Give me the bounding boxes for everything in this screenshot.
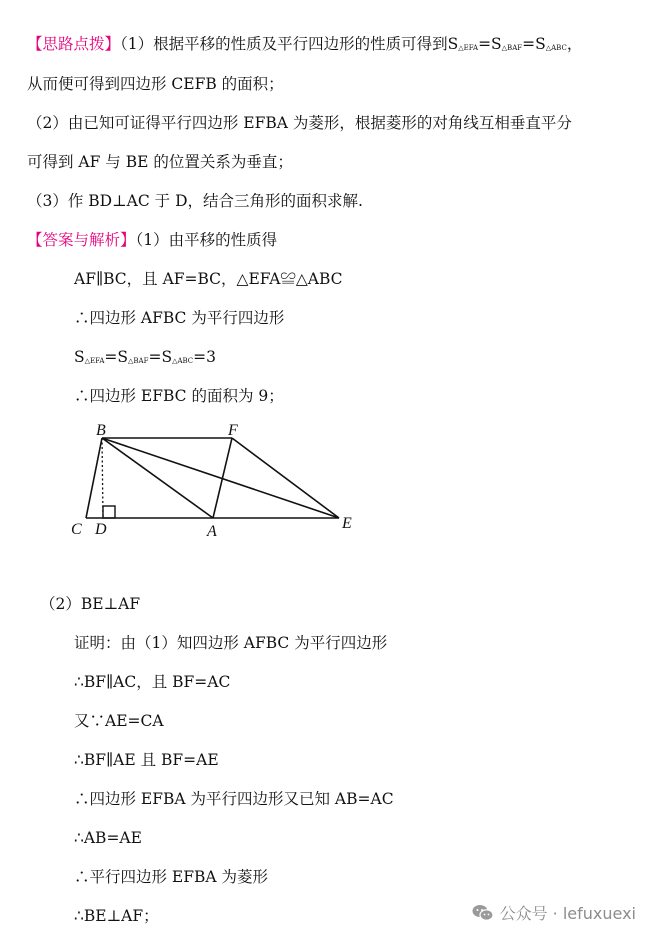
answer-l3: S△EFA=S△BAF=S△ABC=3 (74, 348, 217, 366)
hint-p3: （3）作 BD⊥AC 于 D，结合三角形的面积求解. (27, 192, 363, 210)
label-c: C (71, 521, 82, 538)
hint-p1-text: （1）根据平移的性质及平行四边形的性质可得到 (120, 35, 448, 53)
part2-head: （2）BE⊥AF (40, 595, 141, 613)
right-angle-mark (103, 506, 115, 518)
hint-p2-line-1: （2）由已知可证得平行四边形 EFBA 为菱形，根据菱形的对角线互相垂直平分 (27, 114, 572, 132)
wechat-icon (472, 904, 494, 922)
part2-line: ∴AB=AE (74, 829, 142, 847)
hint-p1-continuation: 从而便可得到四边形 CEFB 的面积； (27, 75, 284, 93)
answer-intro: （1）由平移的性质得 (135, 231, 278, 249)
part2-line: 又∵AE=CA (74, 712, 164, 730)
hint-line-1 (27, 33, 582, 59)
segment-bc (86, 438, 102, 518)
segment-fe (232, 438, 339, 518)
answer-l2: ∴四边形 AFBC 为平行四边形 (74, 309, 285, 327)
geometry-figure (62, 416, 362, 546)
segment-ba (102, 438, 213, 518)
answer-l4: ∴四边形 EFBC 的面积为 9； (74, 387, 284, 405)
hint-p1-formula: S△EFA=S△BAF=S△ABC， (447, 35, 583, 53)
part2-line: 证明：由（1）知四边形 AFBC 为平行四边形 (74, 634, 388, 652)
part2-line: ∴BF∥AE 且 BF=AE (74, 751, 219, 769)
part2-line: ∴BF∥AC，且 BF=AC (74, 673, 231, 691)
part2-line: ∴平行四边形 EFBA 为菱形 (74, 868, 269, 886)
watermark (472, 901, 636, 924)
answer-l1: AF∥BC，且 AF=BC，△EFA≌△ABC (74, 270, 343, 288)
part2-line: ∴四边形 EFBA 为平行四边形又已知 AB=AC (74, 790, 394, 808)
label-f: F (228, 422, 238, 439)
part2-line: ∴BE⊥AF； (74, 907, 159, 925)
hint-p2-line-2: 可得到 AF 与 BE 的位置关系为垂直； (27, 153, 293, 171)
segment-be (102, 438, 339, 518)
segment-fa (213, 438, 232, 518)
watermark-text: 公众号 · lefuxuexi (499, 904, 636, 923)
label-e: E (342, 515, 352, 532)
label-a: A (207, 523, 217, 540)
label-b: B (96, 422, 106, 439)
answer-line-1 (27, 229, 277, 251)
hint-title: 【思路点拨】 (27, 35, 121, 53)
label-d: D (95, 521, 107, 538)
answer-title: 【答案与解析】 (27, 231, 136, 249)
